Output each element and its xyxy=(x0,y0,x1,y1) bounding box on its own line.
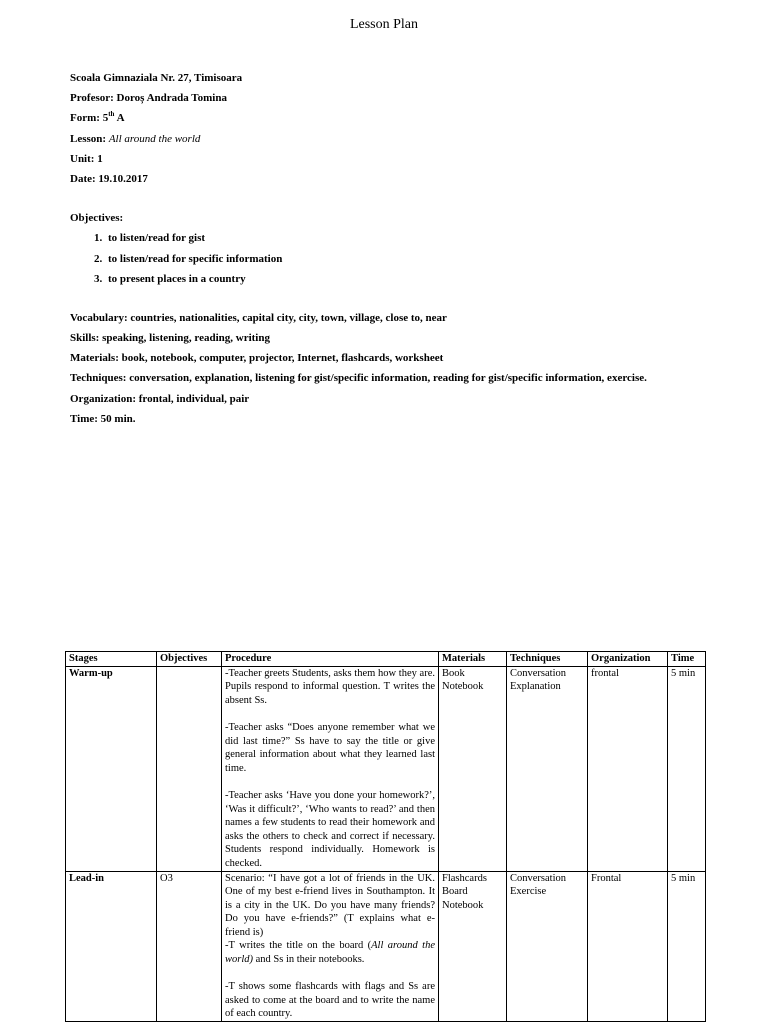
teacher-name: Profesor: Doroș Andrada Tomina xyxy=(70,92,227,105)
techniques-cell: Conversation Exercise xyxy=(507,871,588,1022)
organization-line: Organization: frontal, individual, pair xyxy=(70,392,250,405)
materials-line: Materials: book, notebook, computer, projector, Internet, flashcards, worksheet xyxy=(70,352,444,365)
techniques-cell: Conversation Explanation xyxy=(507,666,588,871)
column-header-organization: Organization xyxy=(588,652,668,667)
table-row xyxy=(66,666,706,871)
school-name: Scoala Gimnaziala Nr. 27, Timisoara xyxy=(70,72,243,84)
column-header-materials: Materials xyxy=(439,652,507,667)
procedure-step: Scenario: “I have got a lot of friends in the UK. One of my best e-friend lives in Southampton. It is a city in the UK. Do you have many friends? Do you have e-friends?” (T explains what e-friend is) xyxy=(225,872,435,938)
column-header-time: Time xyxy=(668,652,706,667)
stage-cell: Lead-in xyxy=(66,871,157,1022)
vocabulary-line: Vocabulary: countries, nationalities, capital city, city, town, village, close to, near xyxy=(70,311,447,324)
materials-cell: Flashcards Board Notebook xyxy=(439,871,507,1022)
column-header-procedure: Procedure xyxy=(222,652,439,667)
column-header-stages: Stages xyxy=(66,652,157,667)
procedure-step: -Teacher asks “Does anyone remember what we did last time?” Ss have to say the title or give general information about what they learned last time. xyxy=(225,721,435,774)
lesson-plan-table xyxy=(65,651,706,1022)
procedure-step: -Teacher asks ‘Have you done your homework?’, ‘Was it difficult?’, ‘Who wants to read?’ and then names a few students to read their homework and asks the others to check and correct if necessary. Students respond individually. Homework is checked. xyxy=(225,789,435,869)
objective-item: 2. to listen/read for specific information xyxy=(105,249,647,269)
table-header-row xyxy=(66,652,706,667)
materials-cell: Book Notebook xyxy=(439,666,507,871)
procedure-step: -T shows some flashcards with flags and Ss are asked to come at the board and to write the name of each country. xyxy=(225,981,435,1020)
objective-item: 3. to present places in a country xyxy=(105,269,647,289)
form-line: Form: 5th A xyxy=(70,110,125,125)
objectives-list xyxy=(70,228,647,289)
date-line: Date: 19.10.2017 xyxy=(70,172,148,185)
objective-item: 1. to listen/read for gist xyxy=(105,228,647,248)
lesson-line: Lesson: All around the world xyxy=(70,132,201,145)
time-cell: 5 min xyxy=(668,871,706,1022)
lesson-info xyxy=(70,68,647,429)
procedure-cell xyxy=(222,871,439,1022)
organization-cell: Frontal xyxy=(588,871,668,1022)
procedure-step: -Teacher greets Students, asks them how they are. Pupils respond to informal question. T writes the absent Ss. xyxy=(225,667,435,706)
lesson-title: All around the world xyxy=(108,132,201,145)
unit-line: Unit: 1 xyxy=(70,152,103,165)
page-title: Lesson Plan xyxy=(349,17,419,32)
objectives-cell xyxy=(157,666,222,871)
stage-cell: Warm-up xyxy=(66,666,157,871)
organization-cell: frontal xyxy=(588,666,668,871)
procedure-step: -T writes the title on the board (All around the world) and Ss in their notebooks. xyxy=(225,940,435,966)
procedure-cell xyxy=(222,666,439,871)
skills-line: Skills: speaking, listening, reading, writing xyxy=(70,332,270,345)
time-line: Time: 50 min. xyxy=(70,412,136,425)
column-header-techniques: Techniques xyxy=(507,652,588,667)
techniques-line: Techniques: conversation, explanation, listening for gist/specific information, reading for gist/specific information, exercise. xyxy=(70,372,647,385)
column-header-objectives: Objectives xyxy=(157,652,222,667)
table-row xyxy=(66,871,706,1022)
time-cell: 5 min xyxy=(668,666,706,871)
objectives-cell: O3 xyxy=(157,871,222,1022)
objectives-heading: Objectives: xyxy=(70,212,124,225)
